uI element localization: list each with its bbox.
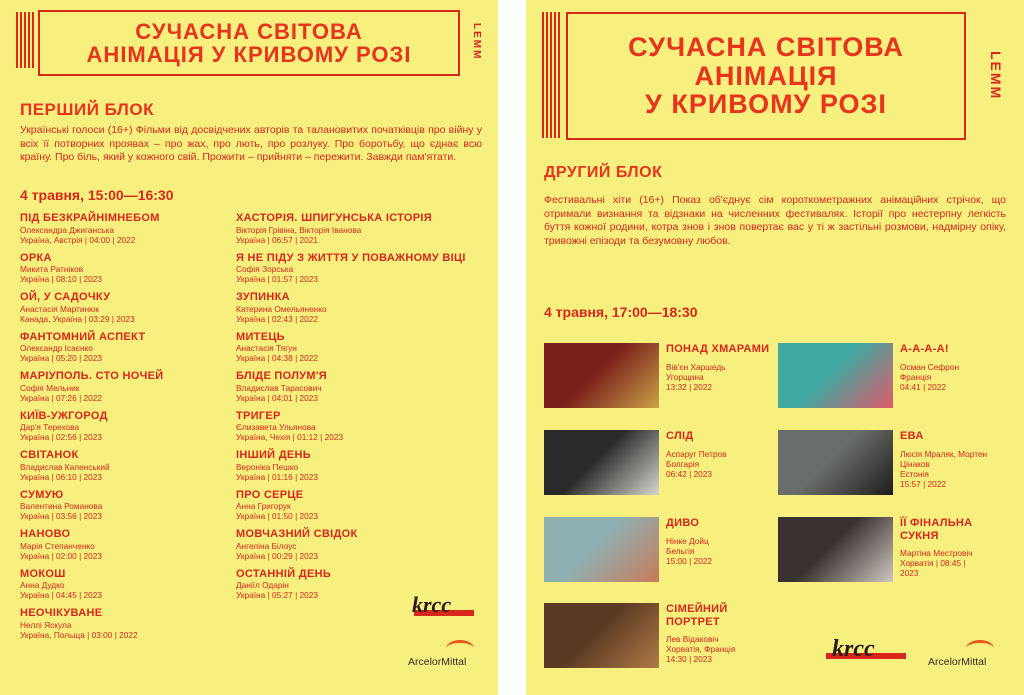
film-meta: 15:57 | 2022 <box>900 478 946 489</box>
film-info <box>900 430 1010 489</box>
film-item <box>20 568 225 601</box>
krcc-logo: krcc <box>412 592 452 617</box>
film-author: Анна Дудко <box>20 580 65 590</box>
film-meta: Україна | 05:20 | 2023 <box>20 353 103 363</box>
film-author: Нінке Дойц <box>666 535 709 546</box>
film-title: ДИВО <box>666 517 700 529</box>
film-item <box>20 291 225 324</box>
film-meta: Україна | 06:57 | 2021 <box>236 234 319 245</box>
film-author: Анна Григорук <box>236 501 291 511</box>
film-author: Владислав Тарасович <box>236 382 322 393</box>
film-meta: 2023 <box>900 568 919 578</box>
film-meta: Україна | 01:50 | 2023 <box>236 511 319 521</box>
film-still-image <box>778 517 893 582</box>
arcelormittal-logo: ArcelorMittal <box>928 656 987 668</box>
film-item <box>20 528 225 561</box>
film-item <box>236 252 486 285</box>
title-line: У КРИВОМУ РОЗІ <box>645 89 887 120</box>
film-item <box>236 331 486 364</box>
film-title: КИЇВ-УЖГОРОД <box>20 409 108 422</box>
block-description: Українські голоси (16+) Фільми від досвідчених авторів та талановитих початківців про війну у всіх її потворних проявах – про жах, про лють, про розлуку. Про боротьбу, що єднає всю країну. Про біль, який у кожного свій. Прожити – прийняти – пережити. Завжди пам'ятати. <box>20 124 482 164</box>
film-author: Софія Мельник <box>20 382 80 393</box>
lemm-logo: LEMM <box>471 23 482 61</box>
film-item <box>236 212 486 245</box>
title-line: АНІМАЦІЯ У КРИВОМУ РОЗІ <box>86 42 412 67</box>
title-line: АНІМАЦІЯ <box>694 60 838 91</box>
film-author: Катерина Омельяненко <box>236 303 327 314</box>
film-item <box>236 370 486 403</box>
film-item <box>236 528 486 561</box>
film-item <box>544 517 779 585</box>
lemm-logo: LEMM <box>988 51 1004 101</box>
film-author: Єлизавета Ульянова <box>236 422 316 432</box>
film-country: Хорватія, Франція <box>666 644 736 654</box>
film-author: Вікторія Грівіна, Вікторія Іванова <box>236 224 362 235</box>
film-title: НЕОЧІКУВАНЕ <box>20 607 103 619</box>
film-meta: Україна | 04:38 | 2022 <box>236 353 319 363</box>
film-title: ІНШИЙ ДЕНЬ <box>236 449 311 461</box>
film-item <box>20 212 225 245</box>
film-author: Аспаруг Петров <box>666 448 727 459</box>
film-item <box>778 517 1013 585</box>
film-still-image <box>544 430 659 495</box>
film-still-image <box>544 343 659 408</box>
film-title: А-А-А-А! <box>900 343 949 355</box>
arcelormittal-logo-icon <box>446 640 474 657</box>
film-author: Лев Відаковіч <box>666 634 719 644</box>
film-author: Осман Сефрон <box>900 361 960 372</box>
film-author: Дар'я Терехова <box>20 422 80 432</box>
screening-datetime: 4 травня, 17:00—18:30 <box>544 304 698 320</box>
film-info <box>900 517 1010 578</box>
film-meta: 14:30 | 2023 <box>666 654 712 664</box>
film-info <box>666 517 776 566</box>
film-meta: Україна | 04:01 | 2023 <box>236 392 319 403</box>
film-title: ФАНТОМНИЙ АСПЕКТ <box>20 330 146 343</box>
film-item <box>236 410 486 443</box>
film-meta: Україна, Австрія | 04:00 | 2022 <box>20 234 136 245</box>
film-country: Франція <box>900 371 932 382</box>
film-country: Бельгія <box>666 545 695 556</box>
film-title: ПОНАД ХМАРАМИ <box>666 343 770 355</box>
film-item <box>20 489 225 522</box>
film-meta: Україна | 08:10 | 2023 <box>20 274 103 284</box>
krcc-logo: krcc <box>832 636 875 662</box>
film-item <box>20 607 225 640</box>
film-title: ЇЇ ФІНАЛЬНА СУКНЯ <box>900 517 973 542</box>
film-title: ЗУПИНКА <box>236 291 290 303</box>
film-title: Я НЕ ПІДУ З ЖИТТЯ У ПОВАЖНОМУ ВІЦІ <box>236 251 466 264</box>
film-info <box>666 430 776 479</box>
film-title: МИТЕЦЬ <box>236 330 285 343</box>
film-title: НАНОВО <box>20 528 71 540</box>
film-author: Марія Степанченко <box>20 540 95 551</box>
film-info <box>666 603 776 664</box>
film-country: Естонія <box>900 468 929 479</box>
film-author: Люсія Мраляк, Мортен Цінаков <box>900 448 988 469</box>
film-meta: 13:32 | 2022 <box>666 381 712 392</box>
film-author: Даніїл Одарін <box>236 580 289 590</box>
film-title: СУМУЮ <box>20 488 64 501</box>
film-author: Неллі Яскула <box>20 619 72 630</box>
film-still-image <box>544 603 659 668</box>
film-item <box>544 430 779 498</box>
poster-first-block <box>0 0 498 695</box>
film-still-image <box>778 430 893 495</box>
block-title: ДРУГИЙ БЛОК <box>544 164 663 181</box>
film-still-image <box>544 517 659 582</box>
film-meta: Україна | 02:00 | 2023 <box>20 550 103 561</box>
film-meta: Україна | 05:27 | 2023 <box>236 590 319 600</box>
film-meta: 04:41 | 2022 <box>900 381 946 392</box>
film-title: ОСТАННІЙ ДЕНЬ <box>236 567 332 580</box>
film-meta: 06:42 | 2023 <box>666 468 712 479</box>
film-title: МОВЧАЗНИЙ СВІДОК <box>236 528 358 540</box>
poster-second-block <box>526 0 1024 695</box>
film-title: СВІТАНОК <box>20 449 79 461</box>
film-meta: Україна | 03:56 | 2023 <box>20 511 103 521</box>
film-country: Угорщина <box>666 371 704 382</box>
film-item <box>20 331 225 364</box>
film-title: СІМЕЙНИЙ ПОРТРЕТ <box>666 603 728 628</box>
film-title: ОЙ, У САДОЧКУ <box>20 291 111 303</box>
film-meta: Україна | 02:43 | 2022 <box>236 313 319 324</box>
film-item <box>778 343 1013 411</box>
film-item <box>20 410 225 443</box>
film-list-column-1 <box>20 212 225 647</box>
film-author: Вів'єн Харшедь <box>666 361 726 372</box>
film-author: Владислав Каленський <box>20 461 110 472</box>
film-meta: Україна | 04:45 | 2023 <box>20 590 103 600</box>
film-country: Хорватія | 08:45 | <box>900 558 966 568</box>
film-item <box>778 430 1013 498</box>
left-stripes-decoration <box>542 12 560 138</box>
film-item <box>236 489 486 522</box>
film-meta: Україна | 02:56 | 2023 <box>20 432 103 442</box>
film-item <box>20 370 225 403</box>
film-meta: Україна | 01:57 | 2023 <box>236 274 319 284</box>
film-author: Валентина Романова <box>20 501 103 511</box>
film-list-column-2 <box>236 212 486 607</box>
film-title: ЕВА <box>900 430 924 442</box>
film-title: ПРО СЕРЦЕ <box>236 488 304 501</box>
film-meta: Україна | 06:10 | 2023 <box>20 471 103 482</box>
film-item <box>20 449 225 482</box>
film-item <box>544 343 779 411</box>
film-author: Олександра Джиганська <box>20 224 115 235</box>
film-title: СЛІД <box>666 430 694 442</box>
film-item <box>20 252 225 285</box>
arcelormittal-logo-icon <box>966 640 994 657</box>
film-item <box>236 291 486 324</box>
film-author: Микита Ратніков <box>20 264 84 274</box>
title-line: СУЧАСНА СВІТОВА <box>135 18 363 44</box>
screening-datetime: 4 травня, 15:00—16:30 <box>20 187 174 203</box>
film-country: Болгарія <box>666 458 700 469</box>
film-info <box>900 343 1010 392</box>
film-item <box>236 449 486 482</box>
arcelormittal-logo: ArcelorMittal <box>408 656 467 668</box>
poster-title <box>566 12 966 140</box>
film-author: Олександр Ісаєнко <box>20 343 93 353</box>
film-title: ТРИГЕР <box>236 409 281 422</box>
film-meta: Україна, Польща | 03:00 | 2022 <box>20 629 138 640</box>
poster-title <box>38 10 460 76</box>
film-title: ПІД БЕЗКРАЙНІМНЕБОМ <box>20 212 160 224</box>
film-title: БЛІДЕ ПОЛУМ'Я <box>236 370 327 382</box>
film-title: МАРІУПОЛЬ. СТО НОЧЕЙ <box>20 370 164 382</box>
film-still-image <box>778 343 893 408</box>
film-author: Анастасія Мартинюк <box>20 303 99 314</box>
film-item <box>544 603 779 671</box>
film-author: Ангеліна Білоус <box>236 540 297 551</box>
film-meta: Канада, Україна | 03:29 | 2023 <box>20 313 135 324</box>
left-stripes-decoration <box>16 12 34 68</box>
film-author: Софія Зорська <box>236 264 294 274</box>
block-description: Фестивальні хіти (16+) Показ об'єднує сім короткометражних анімаційних стрічок, що отримали визнання та відзнаки на численних фестивалях. Історії про нестерпну легкість буття кожної родини, котра знов і знов повертає вас у ті ж застільні розмови, надмірну опіку, тривожні епізоди та безумовну любов. <box>544 194 1006 247</box>
film-meta: Україна, Чехія | 01:12 | 2023 <box>236 432 344 442</box>
film-meta: 15:00 | 2022 <box>666 555 712 566</box>
block-title: ПЕРШИЙ БЛОК <box>20 100 154 119</box>
film-meta: Україна | 00:29 | 2023 <box>236 550 319 561</box>
film-title: ОРКА <box>20 251 52 264</box>
film-title: МОКОШ <box>20 567 66 580</box>
film-meta: Україна | 01:16 | 2023 <box>236 471 319 482</box>
film-author: Мартіна Местровіч <box>900 548 973 558</box>
film-author: Анастасія Тягун <box>236 343 297 353</box>
film-info <box>666 343 776 392</box>
title-line: СУЧАСНА СВІТОВА <box>628 32 904 63</box>
film-author: Вероніка Пешко <box>236 461 299 472</box>
film-title: ХАСТОРІЯ. ШПИГУНСЬКА ІСТОРІЯ <box>236 212 432 224</box>
film-meta: Україна | 07:26 | 2022 <box>20 392 103 403</box>
